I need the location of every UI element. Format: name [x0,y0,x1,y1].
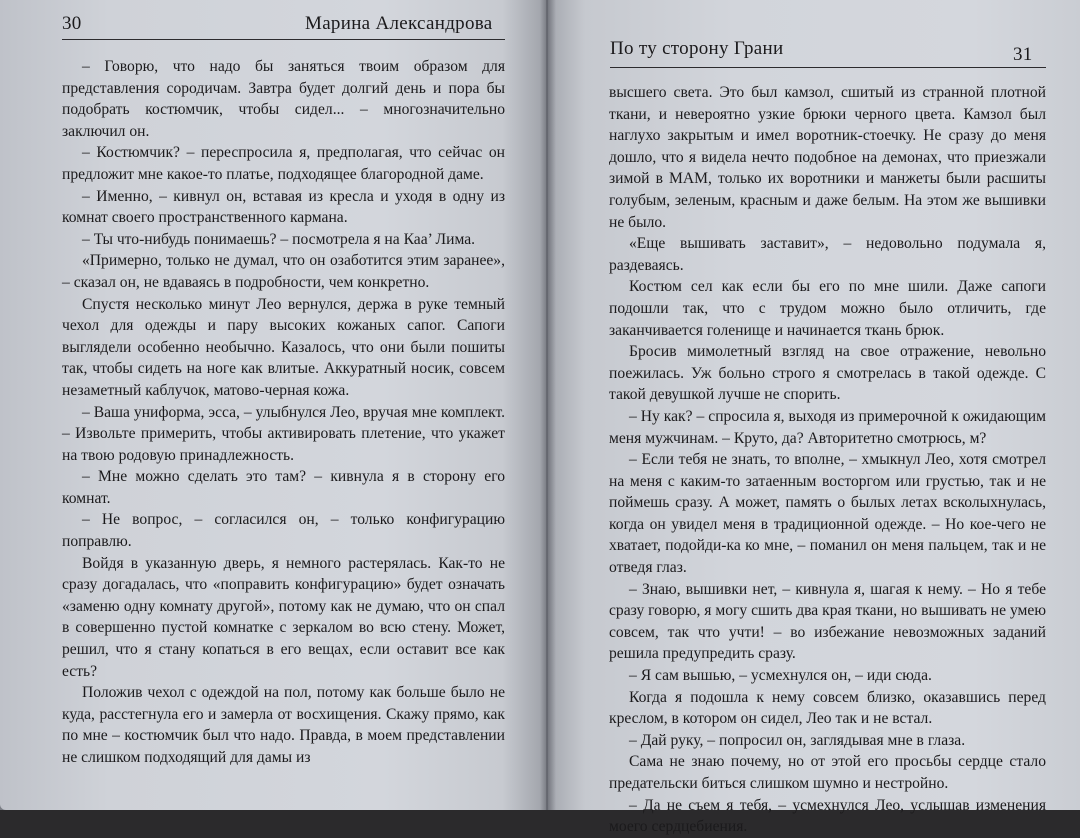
right-paragraph: Когда я подошла к нему совсем близко, оказавшись перед креслом, в котором он сидел, Лео так и не встал. [609,688,1046,728]
left-paragraph: – Именно, – кивнул он, вставая из кресла и уходя в одну из комнат своего пространственного кармана. [62,187,505,227]
right-page [548,0,1080,836]
left-paragraph: – Ваша униформа, эсса, – улыбнулся Лео, вручая мне комплект. – Извольте примерить, чтобы активировать плетение, что укажет на твою родовую принадлежность. [62,403,505,464]
right-paragraph: высшего света. Это был камзол, сшитый из странной плотной ткани, и невероятно узкие брюки черного цвета. Камзол был наглухо закрытым и имел воротник-стоечку. Не сразу до меня дошло, что я видела нечто подобное на демонах, что приезжали зимой в МАМ, только их воротники и манжеты были расшиты голубым, зеленым, красным и даже белым. На этом же вышивки не было. [609,84,1046,231]
right-paragraph: Костюм сел как если бы его по мне шили. Даже сапоги подошли так, что с трудом можно было отличить, где заканчивается голенище и начинается ткань брюк. [609,278,1046,339]
right-paragraph: Бросив мимолетный взгляд на свое отражение, невольно поежилась. Уж больно строго я смотрелась в такой одежде. С такой девушкой лучше не спорить. [609,343,1046,404]
left-page [0,0,546,810]
left-running-head: Марина Александрова [305,13,493,34]
left-paragraph: – Не вопрос, – согласился он, – только конфигурацию поправлю. [62,511,505,551]
left-paragraph: – Мне можно сделать это там? – кивнула я в сторону его комнат. [62,468,505,507]
right-paragraph: – Если тебя не знать, то вполне, – хмыкнул Лео, хотя смотрел на меня с каким-то затаенным восторгом или грустью, так и не поймешь сразу. А может, память о былых летах всколыхнулась, когда он увидел меня в традиционной одежде. – Но кое-чего не хватает, подойди-ка ко мне, – поманил он меня пальцем, так и не отведя глаз. [609,451,1046,577]
left-paragraph: Спустя несколько минут Лео вернулся, держа в руке темный чехол для одежды и пару высоких кожаных сапог. Сапоги выглядели особенно необычно. Казалось, что они были пошиты так, чтобы сидеть на ноге как влитые. Аккуратный носик, совсем незаметный каблучок, матово-черная кожа. [62,295,505,399]
right-running-head: По ту сторону Грани [610,38,784,59]
left-page-number: 30 [62,13,82,34]
right-paragraph: Сама не знаю почему, но от этой его просьбы сердце стало предательски биться слишком шумно и нестройно. [609,753,1046,792]
right-paragraph: – Знаю, вышивки нет, – кивнула я, шагая к нему. – Но я тебе сразу говорю, я могу сшить два края ткани, но вышивать не умею совсем, так что учти! – во избежание невозможных заданий решила предупредить сразу. [609,580,1046,663]
left-header-rule [62,39,505,40]
left-page-text [62,56,505,769]
right-paragraph: – Я сам вышью, – усмехнулся он, – иди сюда. [629,667,932,685]
left-paragraph: Положив чехол с одеждой на пол, потому как больше было не куда, расстегнула его и замерла от восхищения. Скажу прямо, как по мне – костюмчик был что надо. Правда, в моем представлении не слишком подходящий для дамы из [62,684,505,766]
right-header-rule [610,67,1046,68]
left-paragraph: «Примерно, только не думал, что он озаботится этим заранее», – сказал он, не вдаваясь в подробности, чем конкретно. [62,252,505,291]
right-paragraph: – Да не съем я тебя, – усмехнулся Лео, услышав изменения моего сердцебиения. [609,796,1046,836]
right-paragraph: – Ну как? – спросила я, выходя из примерочной к ожидающим меня мужчинам. – Круто, да? Авторитетно смотрюсь, м? [609,407,1046,447]
right-paragraph: «Еще вышивать заставит», – недовольно подумала я, раздеваясь. [609,235,1046,274]
left-paragraph: – Костюмчик? – переспросила я, предполагая, что сейчас он предложит мне какое-то платье, подходящее благородной даме. [62,144,505,183]
left-paragraph: Войдя в указанную дверь, я немного растерялась. Как-то не сразу догадалась, что «поправить конфигурацию» будет означать «заменю одну комнату другой», потому как не думаю, что он спал в совершенно пустой комнатке с зеркалом во всю стену. Может, решил, что я стану копаться в его вещах, если оставит все как есть? [62,554,505,680]
right-paragraph: – Дай руку, – попросил он, заглядывая мне в глаза. [629,731,966,749]
left-paragraph: – Ты что-нибудь понимаешь? – посмотрела я на Каа’ Лима. [82,230,476,248]
left-paragraph: – Говорю, что надо бы заняться твоим образом для представления сородичам. Завтра будет долгий день и пора бы подобрать костюмчик, чтобы сидел... – многозначительно заключил он. [62,58,505,140]
right-page-text [609,82,1046,838]
right-page-number: 31 [1013,44,1033,65]
